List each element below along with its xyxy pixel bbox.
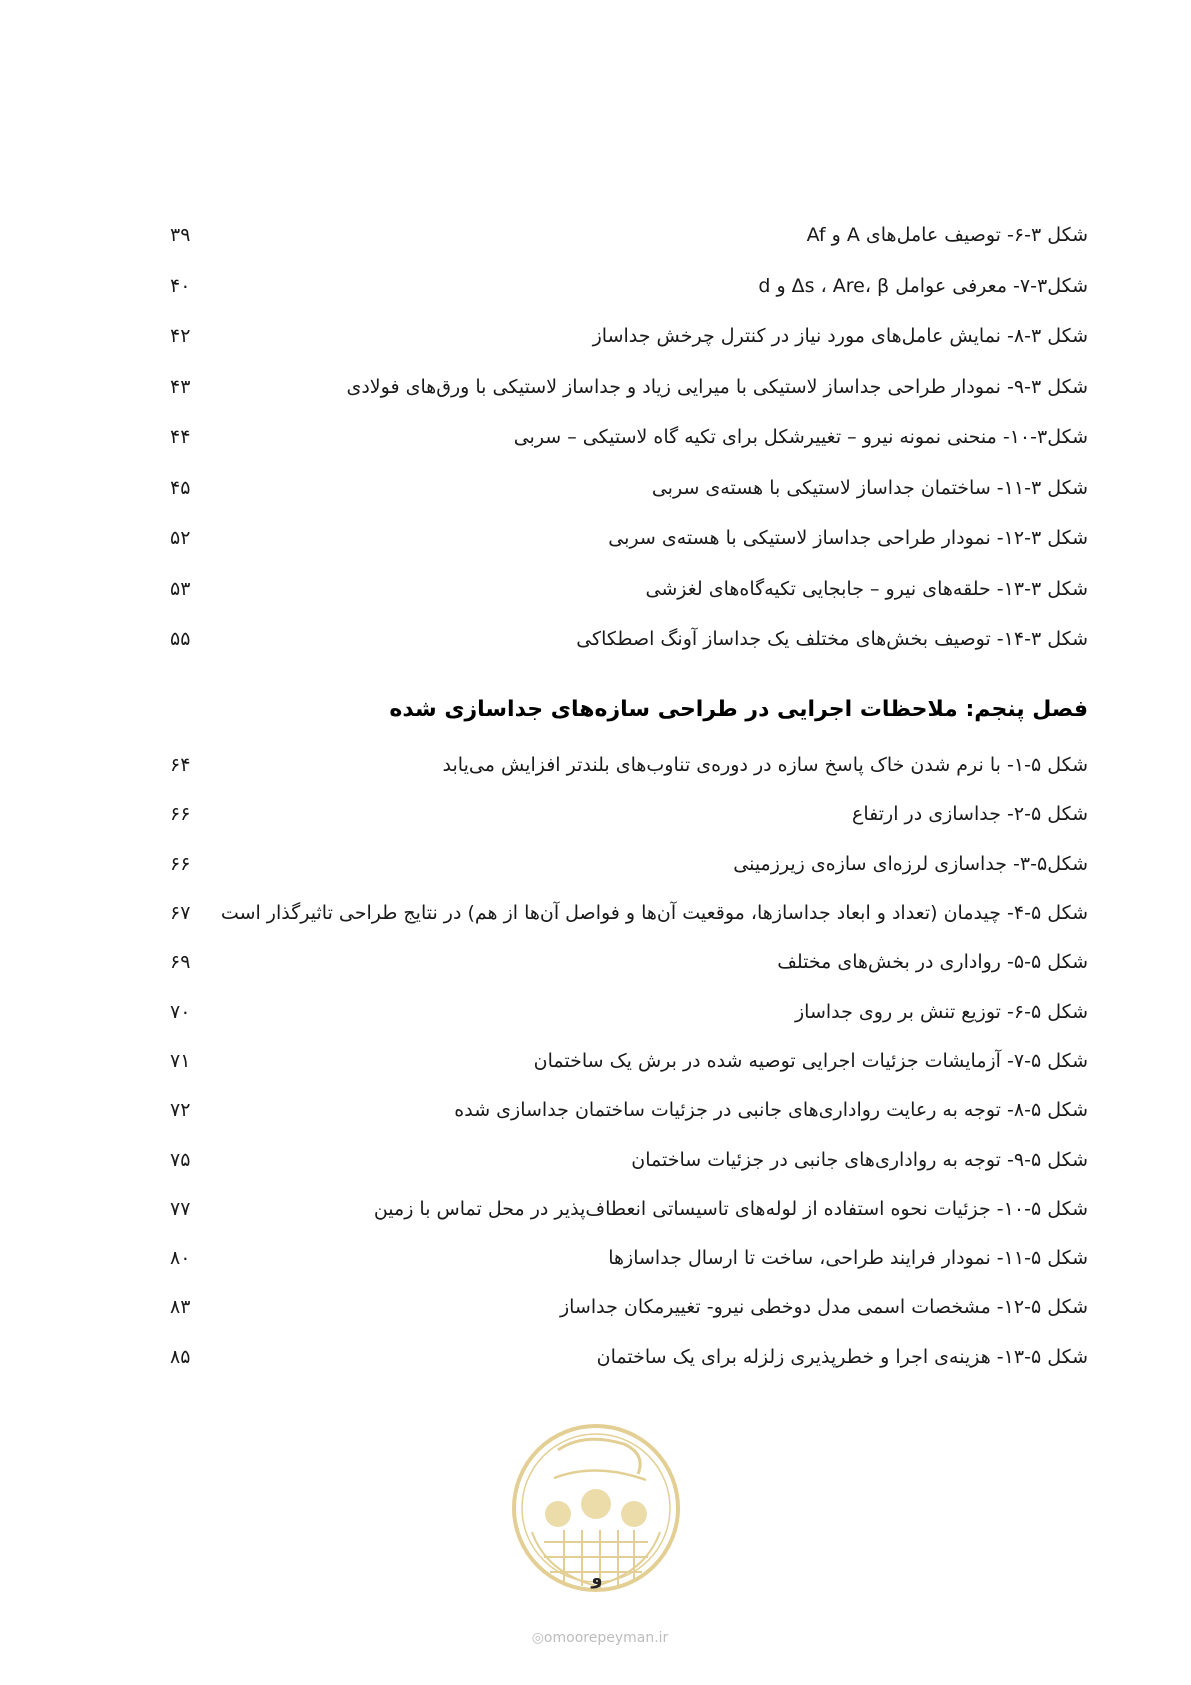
entry-caption: شکل ۳-۶- توصیف عامل‌های A و Af (806, 224, 1088, 247)
entry-page-number: ۸۳ (170, 1296, 191, 1319)
toc-entry[interactable] (170, 1135, 1088, 1184)
watermark-site-url (510, 1630, 690, 1646)
entry-page-number: ۶۷ (170, 902, 191, 925)
entry-page-number: ۶۶ (170, 852, 191, 875)
page-number-letter: و (591, 1568, 603, 1589)
toc-entry[interactable] (170, 987, 1088, 1036)
entry-page-number: ۶۶ (170, 803, 191, 826)
toc-entry[interactable] (170, 614, 1088, 665)
figures-list-chapter-5 (170, 741, 1088, 1382)
entry-caption: شکل ۵-۷- آزمایشات جزئیات اجرایی توصیه شده در برش یک ساختمان (533, 1049, 1088, 1072)
entry-page-number: ۷۲ (170, 1099, 191, 1122)
table-of-figures (170, 210, 1088, 1381)
toc-entry[interactable] (170, 1086, 1088, 1135)
toc-entry[interactable] (170, 261, 1088, 312)
entry-page-number: ۸۰ (170, 1247, 191, 1270)
chapter-5-heading: فصل پنجم: ملاحظات اجرایی در طراحی سازه‌های جداسازی شده (389, 697, 1088, 722)
entry-page-number: ۴۳ (170, 375, 191, 398)
toc-entry[interactable] (170, 1283, 1088, 1332)
entry-caption: شکل ۳-۸- نمایش عامل‌های مورد نیاز در کنترل چرخش جداساز (592, 325, 1088, 348)
entry-caption: شکل ۵-۶- توزیع تنش بر روی جداساز (795, 1000, 1088, 1023)
toc-entry[interactable] (170, 463, 1088, 514)
entry-page-number: ۷۵ (170, 1148, 191, 1171)
entry-caption: شکل ۳-۱۴- توصیف بخش‌های مختلف یک جداساز آونگ اصطکاکی (576, 628, 1088, 651)
entry-caption: شکل۳-۷- معرفی عوامل Δs ، Are، β و d (758, 274, 1088, 297)
toc-entry[interactable] (170, 513, 1088, 564)
entry-page-number: ۷۱ (170, 1049, 191, 1072)
instagram-icon: ◎ (531, 1630, 544, 1646)
entry-caption: شکل۳-۱۰- منحنی نمونه نیرو – تغییرشکل برای تکیه گاه لاستیکی – سربی (513, 426, 1088, 449)
entry-page-number: ۶۴ (170, 754, 191, 777)
entry-caption: شکل ۵-۱۳- هزینه‌ی اجرا و خطرپذیری زلزله برای یک ساختمان (596, 1345, 1088, 1368)
entry-caption: شکل ۵-۹- توجه به رواداری‌های جانبی در جزئیات ساختمان (631, 1148, 1088, 1171)
entry-page-number: ۷۰ (170, 1000, 191, 1023)
entry-caption: شکل ۵-۱- با نرم شدن خاک پاسخ سازه در دوره‌ی تناوب‌های بلندتر افزایش می‌یابد (442, 754, 1088, 777)
toc-entry[interactable] (170, 1233, 1088, 1282)
entry-page-number: ۴۰ (170, 274, 191, 297)
toc-entry[interactable] (170, 839, 1088, 888)
entry-caption: شکل ۳-۱۳- حلقه‌های نیرو – جابجایی تکیه‌گاه‌های لغزشی (645, 577, 1088, 600)
toc-entry[interactable] (170, 790, 1088, 839)
toc-entry[interactable] (170, 1332, 1088, 1381)
site-url-text: omoorepeyman.ir (543, 1630, 669, 1646)
entry-page-number: ۶۹ (170, 951, 191, 974)
entry-caption: شکل ۳-۹- نمودار طراحی جداساز لاستیکی با میرایی زیاد و جداساز لاستیکی با ورق‌های فولادی (346, 375, 1088, 398)
entry-page-number: ۸۵ (170, 1345, 191, 1368)
toc-entry[interactable] (170, 210, 1088, 261)
entry-caption: شکل ۵-۵- رواداری در بخش‌های مختلف (777, 951, 1088, 974)
entry-caption: شکل۵-۳- جداسازی لرزه‌ای سازه‌ی زیرزمینی (733, 852, 1088, 875)
entry-caption: شکل ۳-۱۲- نمودار طراحی جداساز لاستیکی با هسته‌ی سربی (608, 527, 1088, 550)
entry-page-number: ۷۷ (170, 1197, 191, 1220)
entry-caption: شکل ۵-۱۱- نمودار فرایند طراحی، ساخت تا ارسال جداسازها (608, 1247, 1088, 1270)
entry-page-number: ۳۹ (170, 224, 191, 247)
figures-list-chapter-3 (170, 210, 1088, 665)
toc-entry[interactable] (170, 741, 1088, 790)
entry-caption: شکل ۳-۱۱- ساختمان جداساز لاستیکی با هسته‌ی سربی (651, 476, 1088, 499)
toc-entry[interactable] (170, 362, 1088, 413)
toc-entry[interactable] (170, 938, 1088, 987)
entry-page-number: ۴۵ (170, 476, 191, 499)
entry-caption: شکل ۵-۱۰- جزئیات نحوه استفاده از لوله‌های تاسیساتی انعطاف‌پذیر در محل تماس با زمین (373, 1197, 1088, 1220)
toc-entry[interactable] (170, 888, 1088, 937)
toc-entry[interactable] (170, 311, 1088, 362)
entry-caption: شکل ۵-۱۲- مشخصات اسمی مدل دوخطی نیرو- تغییرمکان جداساز (559, 1296, 1088, 1319)
entry-page-number: ۴۴ (170, 426, 191, 449)
toc-entry[interactable] (170, 412, 1088, 463)
entry-page-number: ۴۲ (170, 325, 191, 348)
entry-page-number: ۵۲ (170, 527, 191, 550)
toc-entry[interactable] (170, 1184, 1088, 1233)
entry-page-number: ۵۵ (170, 628, 191, 651)
entry-caption: شکل ۵-۴- چیدمان (تعداد و ابعاد جداسازها، موقعیت آن‌ها و فواصل آن‌ها از هم) در نتایج طراحی تاثیرگذار است (220, 902, 1088, 925)
entry-caption: شکل ۵-۲- جداسازی در ارتفاع (852, 803, 1088, 826)
entry-caption: شکل ۵-۸- توجه به رعایت رواداری‌های جانبی در جزئیات ساختمان جداسازی شده (454, 1099, 1088, 1122)
toc-entry[interactable] (170, 1036, 1088, 1085)
entry-page-number: ۵۳ (170, 577, 191, 600)
toc-entry[interactable] (170, 564, 1088, 615)
